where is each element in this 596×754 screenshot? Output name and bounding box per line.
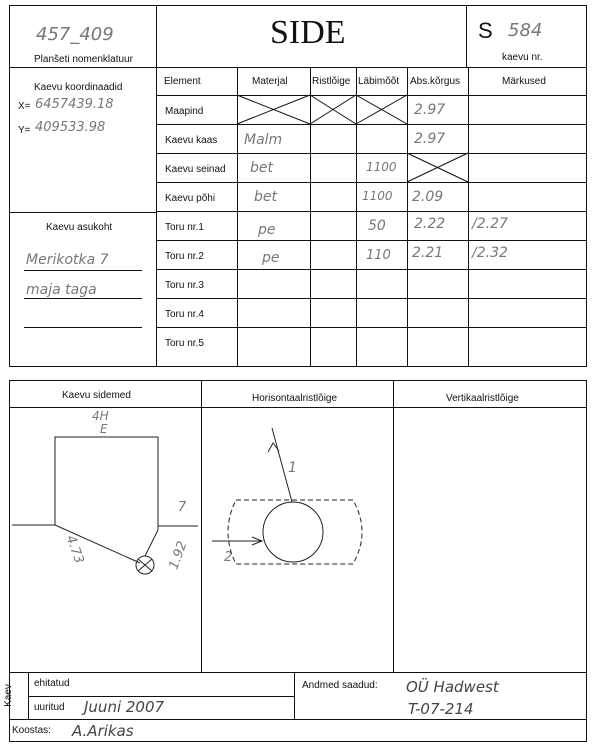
table-row: Toru nr.5 bbox=[165, 338, 204, 349]
toru1-material: pe bbox=[258, 222, 276, 238]
kaas-material: Malm bbox=[244, 132, 283, 148]
toru2-material: pe bbox=[262, 250, 280, 266]
well-prefix: S bbox=[478, 18, 493, 43]
seinad-material: bet bbox=[250, 160, 273, 176]
dist-c: 1.92 bbox=[166, 539, 191, 572]
toru1-abs: 2.22 bbox=[414, 216, 446, 232]
sketch-col3: Vertikaalristlõige bbox=[446, 393, 519, 404]
col-material: Materjal bbox=[252, 76, 288, 87]
location-line1: Merikotka 7 bbox=[26, 252, 109, 268]
seinad-diameter: 1100 bbox=[366, 160, 397, 174]
kaas-abs: 2.97 bbox=[414, 131, 446, 147]
table-row: Kaevu seinad bbox=[165, 164, 226, 175]
surveyed-value: Juuni 2007 bbox=[84, 698, 165, 716]
col-notes: Märkused bbox=[502, 76, 546, 87]
surveyed-label: uuritud bbox=[34, 702, 65, 713]
x-label: X= bbox=[18, 101, 31, 112]
author-label: Koostas: bbox=[12, 725, 51, 736]
table-row: Toru nr.4 bbox=[165, 309, 204, 320]
table-row: Maapind bbox=[165, 106, 204, 117]
dist-a: 7 bbox=[178, 500, 187, 515]
col-diameter: Läbimõõt bbox=[358, 76, 400, 87]
toru2-diameter: 110 bbox=[366, 248, 391, 263]
col-abs: Abs.kõrgus bbox=[410, 76, 461, 87]
table-row: Kaevu kaas bbox=[165, 135, 218, 146]
page-title: SIDE bbox=[270, 14, 346, 51]
table-row: Toru nr.3 bbox=[165, 280, 204, 291]
toru2-abs: 2.21 bbox=[412, 245, 444, 261]
sketch-col2: Horisontaalristlõige bbox=[252, 393, 338, 404]
pohi-diameter: 1100 bbox=[362, 189, 393, 203]
pipe1-label: 1 bbox=[288, 460, 297, 476]
coords-title: Kaevu koordinaadid bbox=[34, 82, 123, 93]
location-line2: maja taga bbox=[26, 282, 97, 298]
well-label: kaevu nr. bbox=[502, 52, 543, 63]
table-row: Toru nr.1 bbox=[165, 222, 204, 233]
data-from-value1: OÜ Hadwest bbox=[406, 678, 499, 696]
sheet-label: Planšeti nomenklatuur bbox=[34, 54, 133, 65]
data-from-value2: T-07-214 bbox=[408, 700, 474, 718]
author-value: A.Arikas bbox=[72, 722, 134, 740]
y-value: 409533.98 bbox=[35, 120, 106, 135]
pipe2-label: 2 bbox=[224, 550, 233, 565]
x-value: 6457439.18 bbox=[35, 97, 114, 112]
col-cross: Ristlõige bbox=[312, 76, 351, 87]
location-title: Kaevu asukoht bbox=[46, 222, 113, 233]
table-row: Toru nr.2 bbox=[165, 251, 204, 262]
dist-b: 4.73 bbox=[62, 533, 87, 566]
data-from-label: Andmed saadud: bbox=[302, 680, 378, 691]
pohi-abs: 2.09 bbox=[412, 189, 444, 205]
house-label-bottom: E bbox=[100, 422, 108, 436]
sheet-number: 457_409 bbox=[36, 24, 114, 45]
toru2-abs2: /2.32 bbox=[472, 245, 508, 261]
toru1-abs2: /2.27 bbox=[472, 216, 508, 232]
well-number: 584 bbox=[508, 20, 543, 41]
toru1-diameter: 50 bbox=[368, 218, 386, 234]
built-label: ehitatud bbox=[34, 678, 70, 689]
kaev-label: Kaev bbox=[2, 684, 14, 707]
sketch-col1: Kaevu sidemed bbox=[62, 390, 131, 401]
y-label: Y= bbox=[18, 125, 31, 136]
pohi-material: bet bbox=[254, 189, 277, 205]
table-row: Kaevu põhi bbox=[165, 193, 216, 204]
maapind-abs: 2.97 bbox=[414, 102, 446, 118]
col-element: Element bbox=[164, 76, 201, 87]
house-label-top: 4H bbox=[92, 409, 109, 423]
